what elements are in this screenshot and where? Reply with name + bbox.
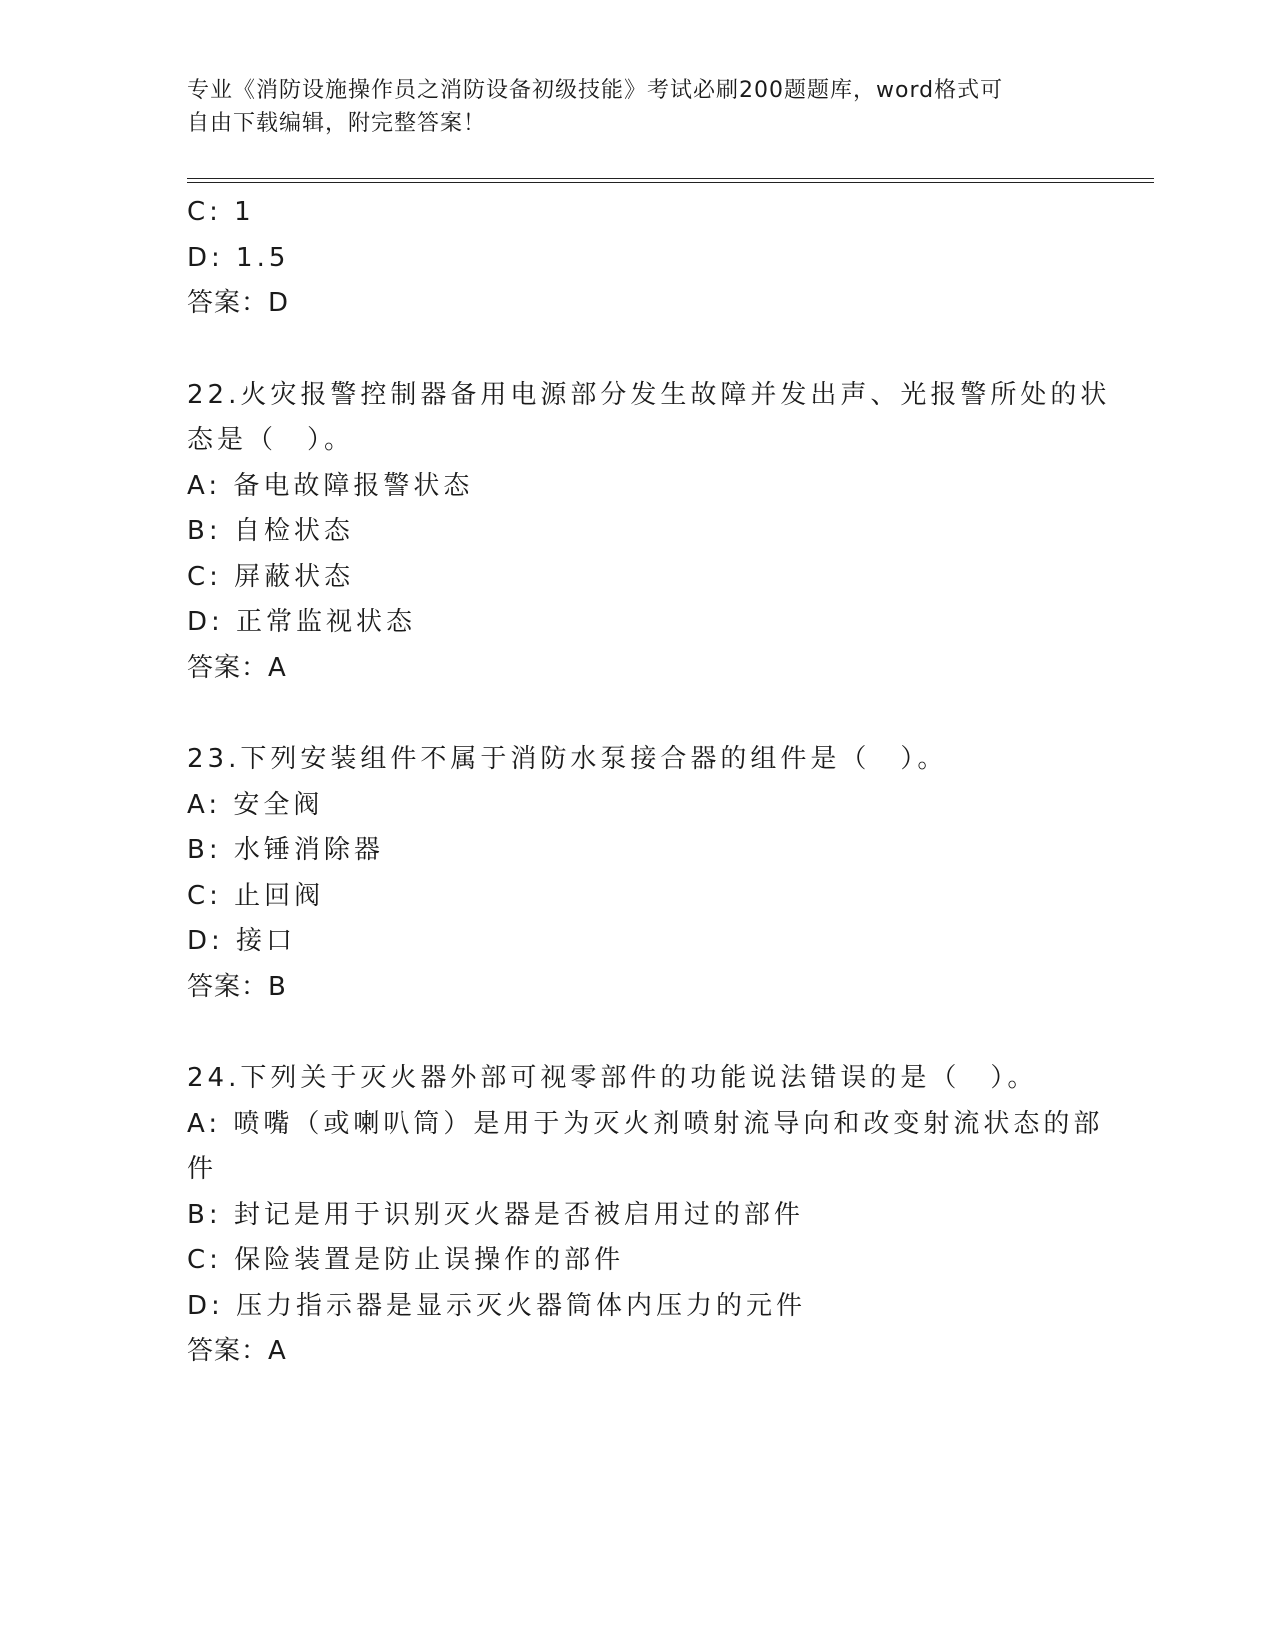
option-d: D: 压力指示器是显示灭火器筒体内压力的元件 — [187, 1290, 807, 1321]
option-c: C: 1 — [187, 197, 255, 227]
previous-question-tail — [187, 190, 1087, 327]
header-divider-bottom — [187, 182, 1154, 183]
option-c: C: 保险装置是防止误操作的部件 — [187, 1245, 625, 1275]
option-b: B: 自检状态 — [187, 516, 354, 546]
question-24 — [187, 1056, 1104, 1375]
option-a: A: 安全阀 — [187, 789, 324, 820]
question-number: 23. — [187, 744, 241, 774]
option-b: B: 封记是用于识别灭火器是否被启用过的部件 — [187, 1199, 804, 1230]
question-content — [187, 190, 1111, 1375]
option-a-continued: 件 — [187, 1154, 218, 1184]
option-b: B: 水锤消除器 — [187, 835, 384, 865]
question-number: 22. — [187, 379, 241, 410]
answer-line: 答案：D — [187, 288, 290, 318]
option-a: A: 备电故障报警状态 — [187, 470, 474, 501]
question-stem — [187, 737, 1087, 783]
answer-line: 答案：A — [187, 1336, 287, 1366]
question-text-line-1: 火灾报警控制器备用电源部分发生故障并发出声、光报警所处的状 — [240, 379, 1111, 410]
question-22 — [187, 373, 1111, 692]
question-stem — [187, 1056, 1087, 1102]
option-c: C: 止回阀 — [187, 880, 325, 911]
question-text-line-2: 态是（ ）。 — [187, 425, 355, 455]
question-23 — [187, 737, 1087, 1010]
option-d: D: 1.5 — [187, 242, 290, 273]
option-a: A: 喷嘴（或喇叭筒）是用于为灭火剂喷射流导向和改变射流状态的部 — [187, 1108, 1104, 1139]
question-stem — [187, 373, 1111, 419]
answer-line: 答案：B — [187, 971, 287, 1002]
option-d: D: 接口 — [187, 926, 297, 956]
question-text-line-1: 下列安装组件不属于消防水泵接合器的组件是（ ）。 — [240, 744, 948, 774]
question-text-line-1: 下列关于灭火器外部可视零部件的功能说法错误的是（ ）。 — [240, 1063, 1038, 1093]
document-header — [187, 74, 1067, 140]
option-d: D: 正常监视状态 — [187, 607, 417, 637]
option-c: C: 屏蔽状态 — [187, 561, 355, 592]
header-line-2: 自由下载编辑，附完整答案！ — [187, 111, 487, 136]
header-line-1: 专业《消防设施操作员之消防设备初级技能》考试必刷200题题库，word格式可 — [187, 78, 1004, 103]
question-number: 24. — [187, 1063, 241, 1093]
answer-line: 答案：A — [187, 652, 287, 683]
header-divider-top — [187, 178, 1154, 179]
